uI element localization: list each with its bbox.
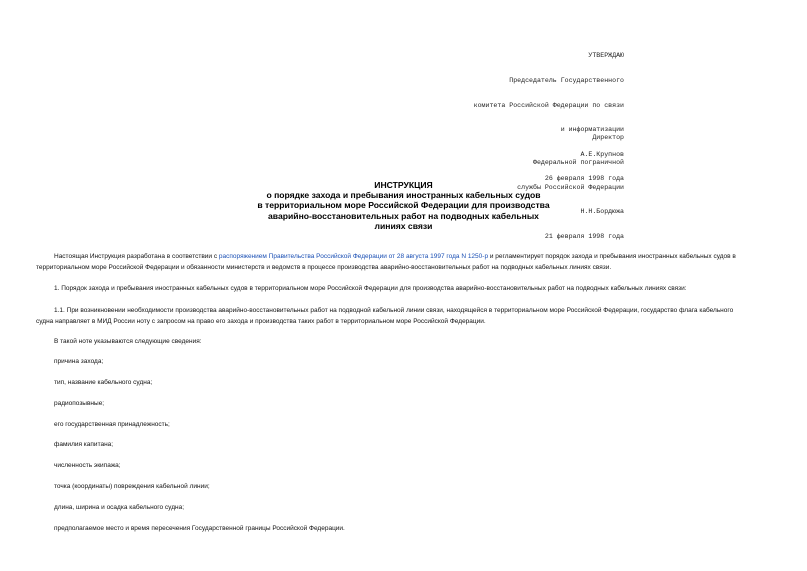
- section-1-paragraph: 1. Порядок захода и пребывания иностранных кабельных судов в территориальном море Российской Федерации для производства аварийно-восстановительных работ на подводных кабельных линиях связи:: [54, 285, 687, 292]
- approval-line: А.Е.Крупнов: [580, 150, 624, 158]
- decree-link[interactable]: распоряжением Правительства Российской Федерации от 28 августа 1997 года N 1250-р: [218, 253, 489, 260]
- title-line: аварийно-восстановительных работ на подводных кабельных: [268, 210, 539, 221]
- intro-paragraph: [36, 252, 752, 273]
- intro-text-start: Настоящая Инструкция разработана в соответствии с: [54, 253, 219, 260]
- approval-line: 21 февраля 1998 года: [544, 232, 624, 240]
- list-item: его государственная принадлежность;: [54, 421, 170, 428]
- approval-line: комитета Российской Федерации по связи: [473, 101, 624, 109]
- approval-line: Н.Н.Бордюжа: [580, 208, 624, 216]
- list-item: предполагаемое место и время пересечения Государственной границы Российской Федерации.: [54, 525, 345, 532]
- approval-line: Председатель Государственного: [509, 77, 624, 85]
- list-item: фамилия капитана;: [54, 441, 114, 448]
- title-line: в территориальном море Российской Федерации для производства: [257, 200, 550, 211]
- list-item: точка (координаты) повреждения кабельной линии;: [54, 483, 210, 490]
- approval-line: Федеральной пограничной: [532, 159, 624, 167]
- intro-text-end: и регламентирует порядок захода и пребывания иностранных кабельных судов в территориальном море Российской Федерации и обязанности министерств и ведомств в процессе производства аварийно-восстановительных работ на подводных кабельных линиях связи.: [36, 253, 736, 271]
- approval-line: 26 февраля 1998 года: [544, 175, 624, 183]
- list-item: причина захода;: [54, 358, 104, 365]
- document-title: [0, 180, 807, 231]
- approval-line: УТВЕРЖДАЮ: [588, 52, 624, 60]
- note-intro: В такой ноте указываются следующие сведения:: [54, 338, 202, 345]
- list-item: радиопозывные;: [54, 400, 105, 407]
- title-line: о порядке захода и пребывания иностранных кабельных судов: [266, 190, 541, 201]
- list-item: длина, ширина и осадка кабельного судна;: [54, 504, 185, 511]
- list-item: численность экипажа;: [54, 462, 121, 469]
- title-line: линиях связи: [374, 220, 433, 231]
- approval-line: Директор: [592, 134, 624, 142]
- list-item: тип, название кабельного судна;: [54, 379, 153, 386]
- title-line: ИНСТРУКЦИЯ: [374, 180, 433, 190]
- section-1-1-paragraph: 1.1. При возникновении необходимости производства аварийно-восстановительных работ на подводной кабельной линии связи, находящейся в территориальном море Российской Федерации, государство флага кабельного судна направляет в МИД России ноту с запросом на право его захода и производства таких работ в территориальном море Российской Федерации.: [36, 307, 734, 325]
- approval-line: службы Российской Федерации: [517, 183, 624, 191]
- approval-line: и информатизации: [560, 126, 624, 134]
